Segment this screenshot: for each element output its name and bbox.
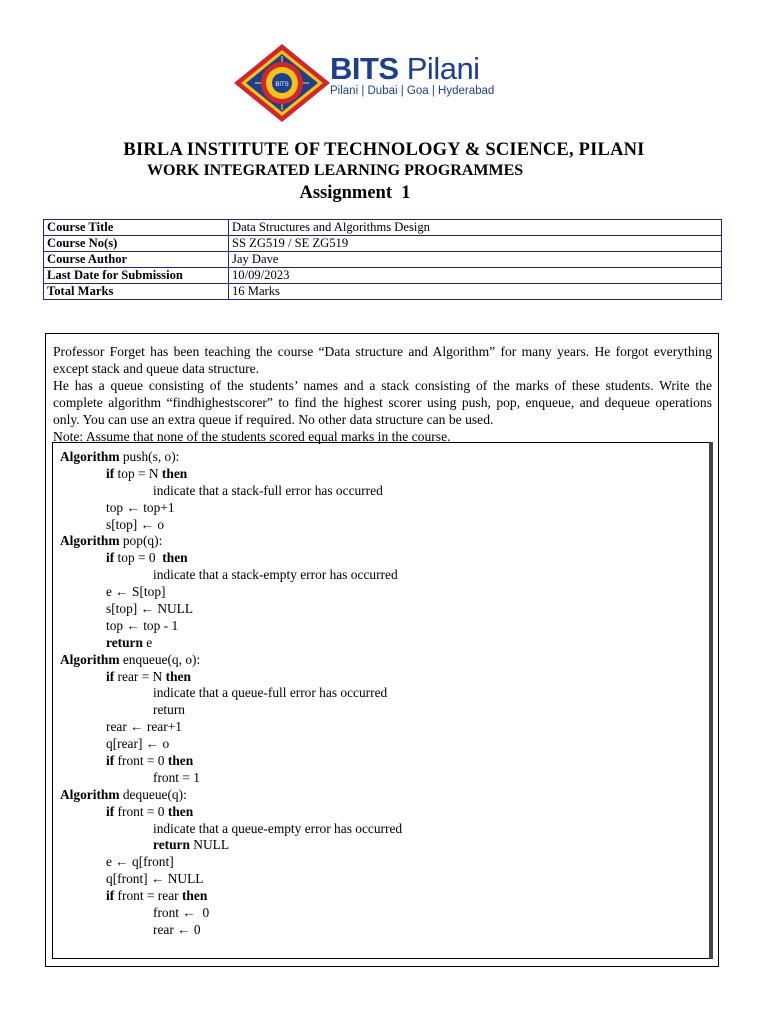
info-label: Course No(s) <box>44 236 229 252</box>
code-line <box>60 854 402 871</box>
info-value: SS ZG519 / SE ZG519 <box>229 236 722 252</box>
code-text: q[rear] ← o <box>106 736 170 752</box>
code-text: rear ← rear+1 <box>106 719 182 735</box>
info-label: Course Author <box>44 252 229 268</box>
code-line <box>60 719 402 736</box>
code-line <box>60 584 402 601</box>
info-value: 10/09/2023 <box>229 268 722 284</box>
code-keyword: Algorithm <box>60 533 120 549</box>
code-keyword: then <box>165 668 191 684</box>
code-text: pop(q): <box>119 533 163 549</box>
problem-note: Note: Assume that none of the students scored equal marks in the course. <box>53 429 451 444</box>
code-line <box>60 736 402 753</box>
code-text: top = 0 <box>114 550 163 566</box>
table-row <box>44 284 722 300</box>
info-label: Course Title <box>44 220 229 236</box>
table-row <box>44 268 722 284</box>
code-keyword: then <box>167 753 194 769</box>
code-keyword: then <box>167 803 194 819</box>
code-line <box>60 550 402 567</box>
code-text: rear ← 0 <box>153 921 201 937</box>
table-row <box>44 252 722 268</box>
code-text: push(s, o): <box>119 449 180 464</box>
code-text: top ← top - 1 <box>106 617 179 633</box>
code-keyword: then <box>162 550 188 566</box>
code-text: enqueue(q, o): <box>119 651 201 667</box>
code-line <box>60 517 402 534</box>
info-label: Total Marks <box>44 284 229 300</box>
brand-campuses: Pilani | Dubai | Goa | Hyderabad <box>330 85 495 97</box>
code-keyword: return <box>106 634 143 650</box>
code-keyword: Algorithm <box>60 651 120 667</box>
code-text: top = N <box>114 465 162 481</box>
code-keyword: Algorithm <box>60 786 120 802</box>
code-line <box>60 685 402 702</box>
code-text: front = 1 <box>153 769 200 785</box>
code-box-shadow <box>709 442 713 959</box>
code-line <box>60 635 402 652</box>
code-text: s[top] ← NULL <box>106 601 194 617</box>
info-value: Data Structures and Algorithms Design <box>229 220 722 236</box>
table-row <box>44 236 722 252</box>
code-keyword: if <box>106 550 115 566</box>
svg-text:BITS: BITS <box>275 82 289 88</box>
code-text: return <box>153 702 185 718</box>
code-line <box>60 533 402 550</box>
code-line <box>60 804 402 821</box>
code-line <box>60 753 402 770</box>
institute-title: BIRLA INSTITUTE OF TECHNOLOGY & SCIENCE, PILANI <box>123 140 645 160</box>
code-text: q[front] ← NULL <box>106 871 204 887</box>
code-keyword: if <box>106 668 115 684</box>
code-keyword: if <box>106 888 115 904</box>
code-text: front = 0 <box>114 753 168 769</box>
assignment-title: Assignment 1 <box>299 183 411 203</box>
code-text: indicate that a stack-full error has occurred <box>153 482 383 498</box>
code-text: indicate that a queue-full error has occurred <box>153 685 388 701</box>
code-line <box>60 922 402 939</box>
info-value: Jay Dave <box>229 252 722 268</box>
code-line <box>60 449 402 466</box>
code-line <box>60 770 402 787</box>
code-keyword: if <box>106 803 115 819</box>
brand-block <box>330 52 494 97</box>
code-line <box>60 618 402 635</box>
code-line <box>60 821 402 838</box>
programme-title: WORK INTEGRATED LEARNING PROGRAMMES <box>147 162 524 179</box>
code-text: e <box>142 634 153 650</box>
code-keyword: Algorithm <box>60 449 120 464</box>
code-text: indicate that a queue-empty error has occurred <box>153 820 403 836</box>
code-line <box>60 905 402 922</box>
code-text: s[top] ← o <box>106 516 165 532</box>
bits-emblem-logo <box>232 42 332 124</box>
problem-paragraph: He has a queue consisting of the students’ names and a stack consisting of the marks of these students. Write the complete algorithm “findhighestscorer” to find the highest scorer using push, pop, enqueue, and dequeue operations only. You can use an extra queue if required. No other data structure can be used. <box>53 378 712 427</box>
code-keyword: then <box>181 888 208 904</box>
code-line <box>60 500 402 517</box>
code-line <box>60 601 402 618</box>
problem-paragraph: Professor Forget has been teaching the course “Data structure and Algorithm” for many years. He forgot everything except stack and queue data structure. <box>53 344 712 376</box>
code-line <box>60 787 402 804</box>
code-text: indicate that a stack-empty error has occurred <box>153 567 398 583</box>
code-text: front = rear <box>114 888 182 904</box>
code-line <box>60 669 402 686</box>
code-text: dequeue(q): <box>119 786 187 802</box>
code-line <box>60 702 402 719</box>
info-label: Last Date for Submission <box>44 268 229 284</box>
course-info-table <box>43 219 722 300</box>
code-text: front = 0 <box>114 803 168 819</box>
code-line <box>60 837 402 854</box>
code-keyword: if <box>106 753 115 769</box>
info-value: 16 Marks <box>229 284 722 300</box>
code-line <box>60 483 402 500</box>
problem-statement <box>53 343 712 445</box>
code-line <box>60 466 402 483</box>
brand-name: BITS Pilani <box>330 51 480 86</box>
code-text: front ← 0 <box>153 905 210 921</box>
code-keyword: then <box>161 465 188 481</box>
code-keyword: return <box>153 837 190 853</box>
code-text: e ← q[front] <box>106 854 174 870</box>
algorithm-listing <box>60 449 402 939</box>
code-line <box>60 567 402 584</box>
code-text: e ← S[top] <box>106 584 166 600</box>
code-keyword: if <box>106 465 115 481</box>
code-line <box>60 871 402 888</box>
table-row <box>44 220 722 236</box>
code-line <box>60 652 402 669</box>
code-text: NULL <box>189 837 230 853</box>
code-text: rear = N <box>114 668 166 684</box>
code-text: top ← top+1 <box>106 499 175 515</box>
code-line <box>60 888 402 905</box>
